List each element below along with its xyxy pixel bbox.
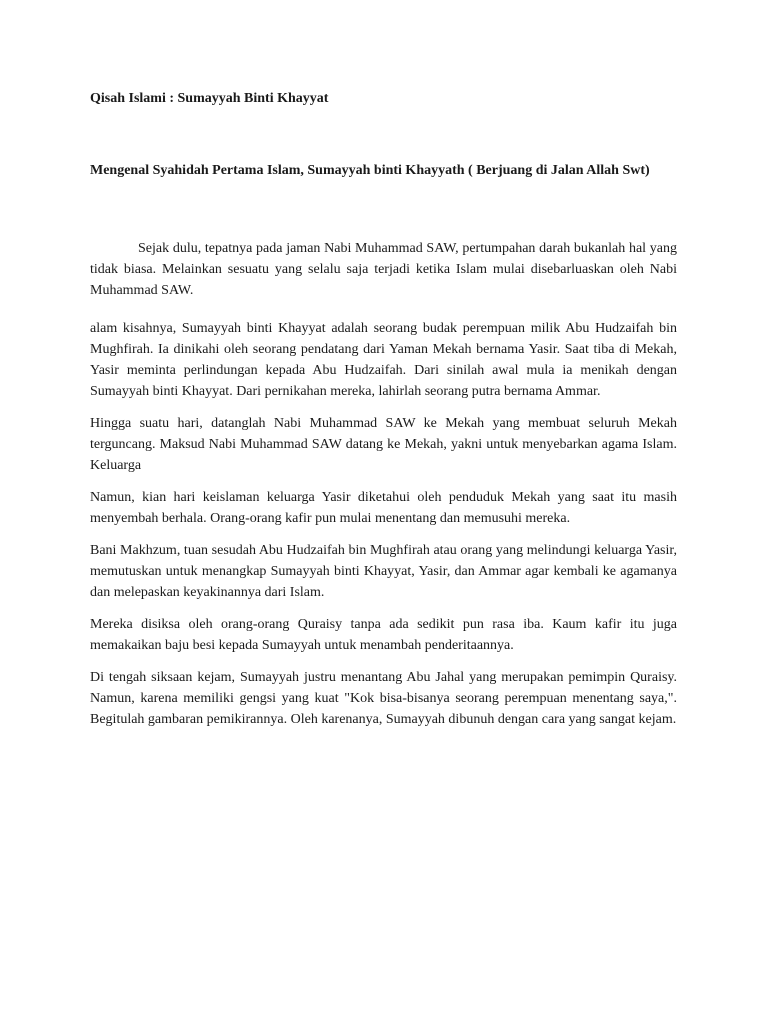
paragraph: Sejak dulu, tepatnya pada jaman Nabi Muhammad SAW, pertumpahan darah bukanlah hal yang tidak biasa. Melainkan sesuatu yang selalu saja terjadi ketika Islam mulai disebarluaskan oleh Nabi Muhammad SAW. (90, 241, 677, 298)
paragraph: Namun, kian hari keislaman keluarga Yasir diketahui oleh penduduk Mekah yang saat itu masih menyembah berhala. Orang-orang kafir pun mulai menentang dan memusuhi mereka. (90, 490, 677, 526)
document-body (90, 238, 677, 741)
paragraph: Hingga suatu hari, datanglah Nabi Muhammad SAW ke Mekah yang membuat seluruh Mekah terguncang. Maksud Nabi Muhammad SAW datang ke Mekah, yakni untuk menyebarkan agama Islam. Keluarga (90, 416, 677, 473)
paragraph: Mereka disiksa oleh orang-orang Quraisy tanpa ada sedikit pun rasa iba. Kaum kafir itu juga memakaikan baju besi kepada Sumayyah untuk menambah penderitaannya. (90, 617, 677, 653)
document-title: Qisah Islami : Sumayyah Binti Khayyat (90, 91, 329, 106)
paragraph: Bani Makhzum, tuan sesudah Abu Hudzaifah bin Mughfirah atau orang yang melindungi keluarga Yasir, memutuskan untuk menangkap Sumayyah binti Khayyat, Yasir, dan Ammar agar kembali ke agamanya dan melepaskan keyakinannya dari Islam. (90, 543, 677, 600)
paragraph: alam kisahnya, Sumayyah binti Khayyat adalah seorang budak perempuan milik Abu Hudzaifah bin Mughfirah. Ia dinikahi oleh seorang pendatang dari Yaman Mekah bernama Yasir. Saat tiba di Mekah, Yasir meminta perlindungan kepada Abu Hudzaifah. Dari sinilah awal mula ia menikah dengan Sumayyah binti Khayyat. Dari pernikahan mereka, lahirlah seorang putra bernama Ammar. (90, 321, 677, 399)
paragraph: Di tengah siksaan kejam, Sumayyah justru menantang Abu Jahal yang merupakan pemimpin Quraisy. Namun, karena memiliki gengsi yang kuat "Kok bisa-bisanya seorang perempuan menentang saya,". Begitulah gambaran pemikirannya. Oleh karenanya, Sumayyah dibunuh dengan cara yang sangat kejam. (90, 670, 677, 727)
document-subtitle: Mengenal Syahidah Pertama Islam, Sumayyah binti Khayyath ( Berjuang di Jalan Allah Swt) (90, 163, 650, 178)
